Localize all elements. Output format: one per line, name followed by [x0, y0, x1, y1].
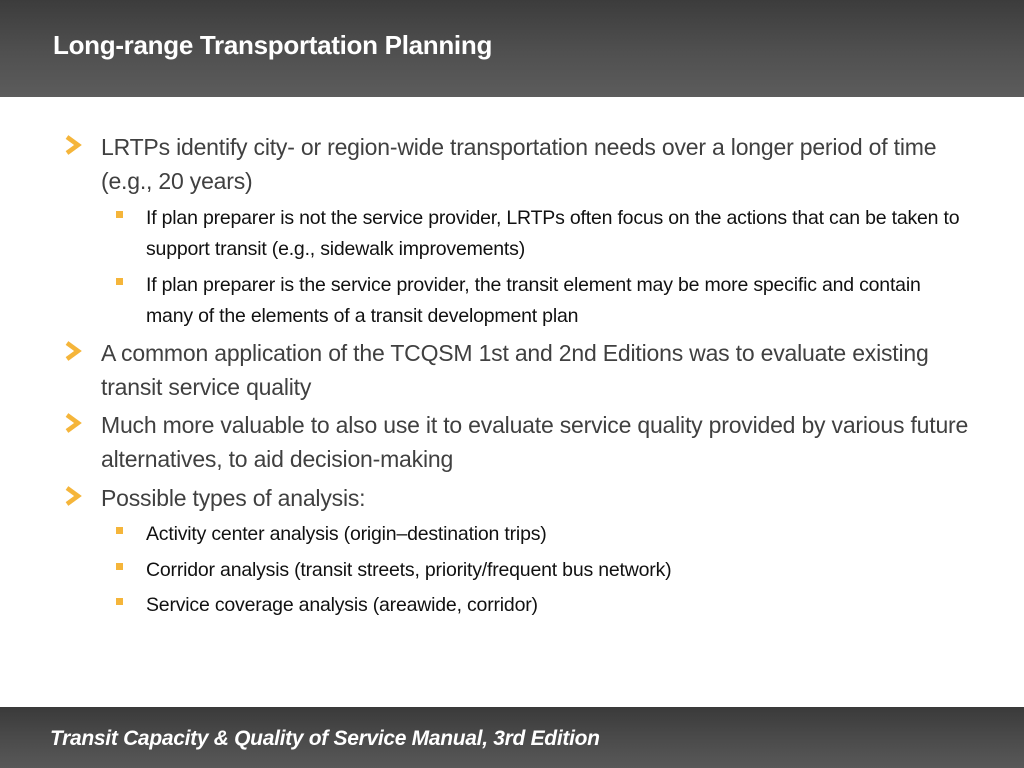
square-bullet-icon	[116, 527, 123, 534]
sub-bullet-text: Activity center analysis (origin–destination trips)	[146, 523, 547, 545]
bullet-text: A common application of the TCQSM 1st and 2nd Editions was to evaluate existing transit service quality	[101, 340, 929, 400]
footer-title: Transit Capacity & Quality of Service Manual, 3rd Edition	[50, 727, 600, 750]
chevron-right-icon	[64, 485, 84, 507]
square-bullet-icon	[116, 598, 123, 605]
bullet-text: Much more valuable to also use it to evaluate service quality provided by various future alternatives, to aid decision-making	[101, 412, 969, 472]
bullet-text: Possible types of analysis:	[101, 485, 366, 511]
sub-bullet-text: If plan preparer is the service provider, the transit element may be more specific and contain many of the elements of a transit development plan	[146, 274, 921, 327]
chevron-right-icon	[64, 412, 84, 434]
slide-header	[0, 0, 1024, 97]
sub-bullet-text: Corridor analysis (transit streets, priority/frequent bus network)	[146, 559, 672, 581]
slide-footer	[0, 707, 1024, 768]
sub-bullet-text: Service coverage analysis (areawide, corridor)	[146, 594, 538, 616]
square-bullet-icon	[116, 211, 123, 218]
slide-content	[0, 97, 1024, 707]
sub-bullet-text: If plan preparer is not the service provider, LRTPs often focus on the actions that can be taken to support transit (e.g., sidewalk improvements)	[146, 207, 960, 260]
chevron-right-icon	[64, 134, 84, 156]
square-bullet-icon	[116, 563, 123, 570]
slide-title: Long-range Transportation Planning	[53, 30, 493, 60]
bullet-text: LRTPs identify city- or region-wide transportation needs over a longer period of time (e.g., 20 years)	[101, 134, 937, 194]
square-bullet-icon	[116, 278, 123, 285]
chevron-right-icon	[64, 340, 84, 362]
